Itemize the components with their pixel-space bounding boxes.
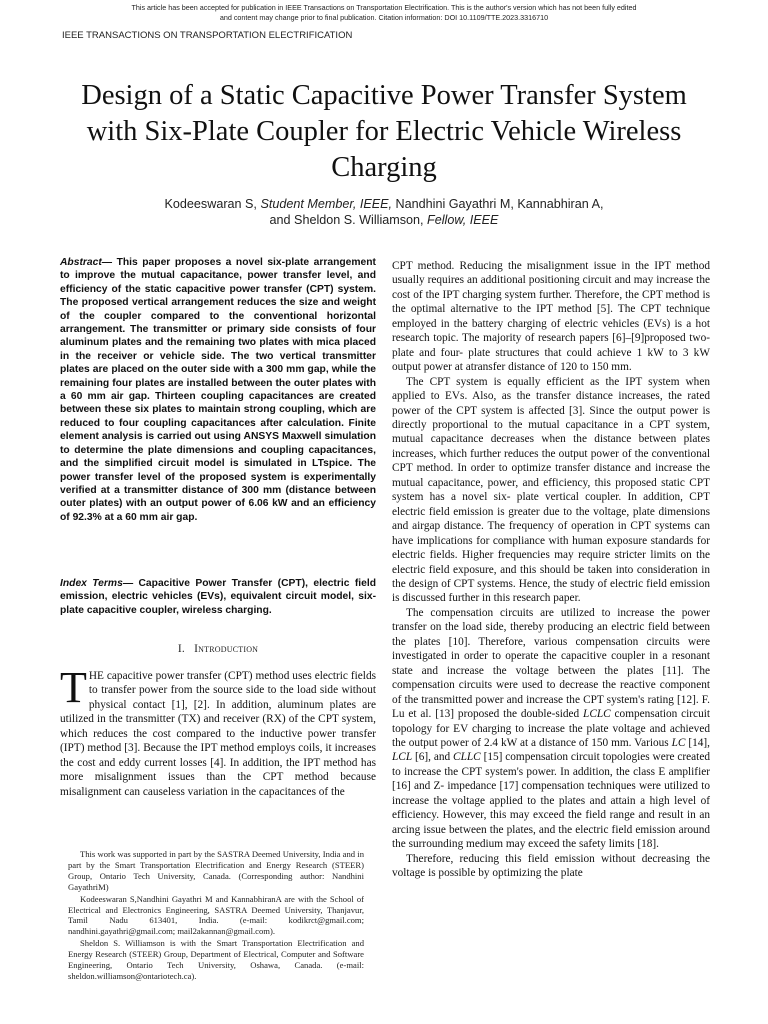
intro-caps: HE — [88, 670, 104, 682]
paragraph: Therefore, reducing this field emission without decreasing the voltage is possible by optimizing the plate — [392, 852, 710, 880]
author-4: and Sheldon S. Williamson, — [269, 213, 428, 227]
section-heading — [60, 643, 376, 655]
intro-paragraph: capacitive power transfer (CPT) method uses electric fields to transfer power from the source side to the load side without physical contact [1], [2]. In addition, aluminum plates are utilized in the transmitter (TX) and receiver (RX) of the CPT system, which reduces the cost compared to the inductive power transfer (IPT) method [3]. Because the IPT method employs coils, it increases the cost and eddy current losses [4]. In addition, the IPT method has more misalignment issues than the CPT method because misalignment can causeless variation in the capacitances of the — [60, 670, 376, 798]
footnote — [68, 849, 364, 983]
topology-lcl: LCL — [392, 751, 413, 764]
paper-title: Design of a Static Capacitive Power Transfer System with Six-Plate Coupler for Electric Vehicle Wireless Charging — [81, 80, 687, 183]
text-run: [15] compensation circuit topologies were created to increase the CPT system's power. In addition, the class E amplifier [16] and Z- impedance [17] compensation techniques were utilized to increase the voltage applied to the plates and attain a high level of efficiency. However, this may exceed the field range and result in an arcing issue between the plates, and the electric field emission around the surrounding medium may exceed the safety limits [18]. — [392, 751, 710, 851]
abstract-lead: Abstract — [60, 257, 102, 268]
abstract — [60, 256, 376, 524]
author-4-role: Fellow, IEEE — [427, 213, 499, 227]
footnote-funding: This work was supported in part by the SASTRA Deemed University, India and in part by the Smart Transportation Electrification and Energy Research (STEER) Group, Ontario Tech University, Canada. (Corresponding author: Nandhini GayathriM) — [68, 849, 364, 892]
text-run: compensation circuit topology for EV charging to increase the plate voltage and achieved the output power of 2.4 kW at a distance of 150 mm. Various — [392, 708, 710, 749]
author-1-role: Student Member, IEEE, — [260, 197, 393, 211]
text-run: [6], and — [412, 751, 454, 764]
paragraph: CPT method. Reducing the misalignment issue in the IPT method usually requires an additional positioning circuit and may increase the cost of the IPT charging system further. Therefore, the CPT method is the optimal alternative to the IPT method [5]. The CPT technique employed in the battery charging of electric vehicles (EVs) is a hot research topic. The majority of research papers [6]–[9]proposed two-plate and four- plate structures that could achieve 1 kW to 3 kW output power at atransfer distance of 120 to 150 mm. — [392, 260, 710, 374]
footnote-affiliation-2: Sheldon S. Williamson is with the Smart Transportation Electrification and Energy Research (STEER) Group, Department of Electrical, Computer and Software Engineering, Ontario Tech University, Oshawa, Canada. (e-mail: sheldon.williamson@ontariotech.ca). — [68, 938, 364, 981]
running-head: IEEE TRANSACTIONS ON TRANSPORTATION ELECTRIFICATION — [62, 30, 353, 41]
paragraph — [392, 606, 710, 852]
notice-line-2: and content may change prior to final publication. Citation information: DOI 10.1109/TTE.2023.3316710 — [219, 13, 549, 22]
publication-notice — [0, 3, 768, 23]
section-number: I. — [177, 643, 185, 655]
right-column-text — [392, 259, 710, 880]
text-run: [14], — [685, 736, 710, 749]
author-line-1 — [80, 196, 688, 212]
index-terms-lead: Index Terms — [60, 578, 123, 589]
paragraph: The CPT system is equally efficient as the IPT system when applied to EVs. Also, as the transfer distance increases, the rated power of the CPT system is affected [3]. Since the output power is directly proportional to the mutual capacitance in a CPT system, mutual capacitance decreases when the distance between plates increases, which further reduces the output power of the conventional CPT method. In order to optimize transfer distance and increase the mutual capacitance, power, and efficiency, this proposed static CPT system has a novel six- plate vertical coupler. In addition, CPT electric field emission is greater due to the voltage, plate dimensions and airgap distance. The frequency of operation in CPT systems can have implications for compliance with human exposure standards for electric fields. Higher frequencies may require stricter limits on the electric field exposure, and this should be taken into consideration in the design of CPT systems. Hence, the study of electric field emission is discussed further in this research paper. — [392, 375, 710, 605]
abstract-text: — This paper proposes a novel six-plate arrangement to improve the mutual capacitance, power transfer level, and efficiency of the static capacitive power transfer (CPT) system. The proposed vertical arrangement reduces the size and weight of the coupler compared to the conventional horizontal arrangement. The transmitter or primary side consists of four aluminum plates and the remaining two plates with mica placed in the receiver or vehicle side. The two vertical transmitter plates are placed on the outer side with a 300 mm gap, while the remaining four plates are installed between the outer plates with a 60 mm air gap. Thirteen coupling capacitances are created between these six plates to maintain strong coupling, which are reduced to four coupling capacitances after calculation. Finite element analysis is carried out using ANSYS Maxwell simulation to determine the plate dimensions and coupling capacitances, and the simplified circuit model is simulated in LTspice. The power transfer level of the proposed system is experimentally verified at a transmitter distance of 300 mm (distance between outer plates) with an output power of 6.06 kW and an efficiency of 92.3% at a 60 mm air gap. — [60, 257, 376, 523]
drop-cap: T — [60, 663, 87, 712]
notice-line-1: This article has been accepted for publication in IEEE Transactions on Transportation Electrification. This is the author's version which has not been fully edited — [131, 3, 637, 12]
author-1: Kodeeswaran S, — [164, 197, 261, 211]
author-2-3: Nandhini Gayathri M, Kannabhiran A, — [392, 197, 604, 211]
topology-lclc: LCLC — [583, 708, 611, 721]
topology-lc: LC — [671, 736, 686, 749]
index-terms — [60, 577, 376, 617]
introduction-text — [60, 663, 376, 799]
author-list — [80, 196, 688, 228]
footnote-affiliation-1: Kodeeswaran S,Nandhini Gayathri M and KannabhiranA are with the School of Electrical and Electronics Engineering, SASTRA Deemed University, Thanjavur, Tamil Nadu 613401, India. (e-mail: kodikrct@gmail.com; nandhini.gayathri@gmail.com; mail2akannan@gmail.com). — [68, 893, 364, 937]
text-run: The compensation circuits are utilized to increase the power transfer on the load side, thereby producing an electric field between the plates [10]. Therefore, various compensation circuits were investigated in order to operate the capacitive coupler in a resonant state and increase the voltage between the plates [11]. The compensation circuits were used to decrease the reactive component of the transmitted power and increase the CPT system's rating [12]. F. Lu et al. [13] proposed the double-sided — [392, 606, 710, 721]
topology-cllc: CLLC — [453, 751, 481, 764]
index-terms-text: — Capacitive Power Transfer (CPT), electric field emission, electric vehicles (EVs), equivalent circuit model, six-plate capacitive coupler, wireless charging. — [60, 578, 376, 616]
author-line-2 — [80, 212, 688, 228]
section-title: Introduction — [194, 643, 259, 655]
